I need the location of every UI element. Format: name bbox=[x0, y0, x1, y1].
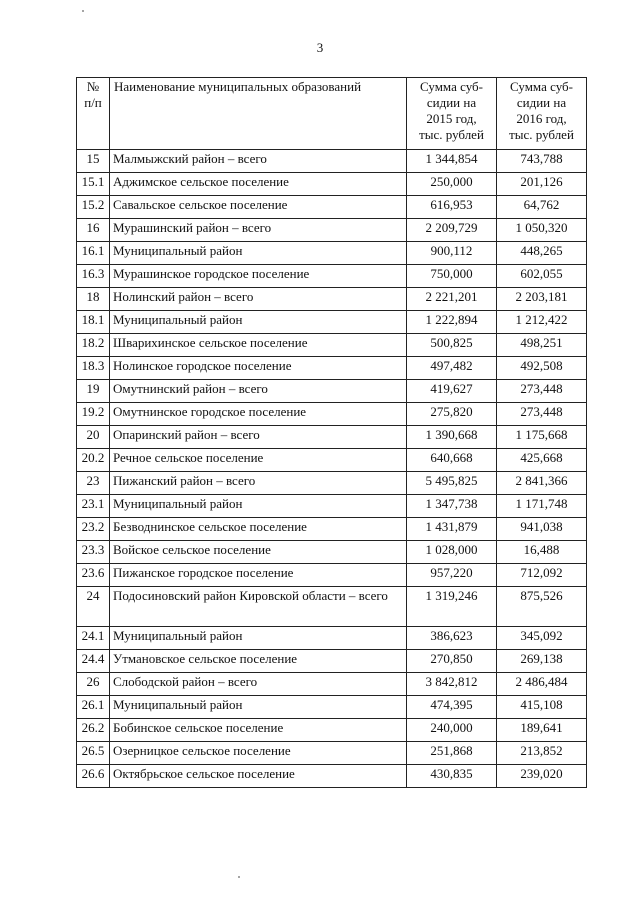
table-row bbox=[77, 265, 587, 288]
row-number-cell: 18 bbox=[77, 288, 110, 311]
table-row bbox=[77, 719, 587, 742]
table-row bbox=[77, 541, 587, 564]
municipality-name-cell: Малмыжский район – всего bbox=[110, 150, 407, 173]
sum-2015-cell: 1 344,854 bbox=[407, 150, 497, 173]
table-row bbox=[77, 173, 587, 196]
municipality-name-cell: Мурашинский район – всего bbox=[110, 219, 407, 242]
sum-2016-cell: 2 486,484 bbox=[497, 673, 587, 696]
sum-2015-cell: 419,627 bbox=[407, 380, 497, 403]
table-row bbox=[77, 696, 587, 719]
sum-2015-cell: 640,668 bbox=[407, 449, 497, 472]
municipality-name-cell: Омутнинский район – всего bbox=[110, 380, 407, 403]
table-row bbox=[77, 495, 587, 518]
sum-2015-cell: 240,000 bbox=[407, 719, 497, 742]
municipality-name-cell: Безводнинское сельское поселение bbox=[110, 518, 407, 541]
table-row bbox=[77, 742, 587, 765]
table-row bbox=[77, 472, 587, 495]
sum-2016-cell: 64,762 bbox=[497, 196, 587, 219]
row-number-cell: 19.2 bbox=[77, 403, 110, 426]
row-number-cell: 18.2 bbox=[77, 334, 110, 357]
sum-2015-cell: 1 319,246 bbox=[407, 587, 497, 627]
municipality-name-cell: Подосиновский район Кировской области – всего bbox=[110, 587, 407, 627]
page-number: 3 bbox=[316, 40, 324, 55]
municipality-name-cell: Муниципальный район bbox=[110, 242, 407, 265]
municipality-name-cell: Опаринский район – всего bbox=[110, 426, 407, 449]
municipality-name-cell: Пижанский район – всего bbox=[110, 472, 407, 495]
table-row bbox=[77, 150, 587, 173]
sum-2016-cell: 498,251 bbox=[497, 334, 587, 357]
row-number-cell: 20.2 bbox=[77, 449, 110, 472]
sum-2015-cell: 900,112 bbox=[407, 242, 497, 265]
sum-2015-cell: 1 390,668 bbox=[407, 426, 497, 449]
table-body bbox=[77, 150, 587, 788]
table-row bbox=[77, 673, 587, 696]
row-number-cell: 16.3 bbox=[77, 265, 110, 288]
municipality-name-cell: Муниципальный район bbox=[110, 696, 407, 719]
row-number-cell: 26.1 bbox=[77, 696, 110, 719]
municipality-name-cell: Озерницкое сельское поселение bbox=[110, 742, 407, 765]
row-number-cell: 26.5 bbox=[77, 742, 110, 765]
sum-2016-cell: 239,020 bbox=[497, 765, 587, 788]
table-header-row bbox=[77, 78, 587, 150]
table-row bbox=[77, 518, 587, 541]
sum-2015-cell: 750,000 bbox=[407, 265, 497, 288]
sum-2015-cell: 497,482 bbox=[407, 357, 497, 380]
sum-2016-cell: 602,055 bbox=[497, 265, 587, 288]
sum-2015-cell: 1 431,879 bbox=[407, 518, 497, 541]
sum-2015-cell: 500,825 bbox=[407, 334, 497, 357]
table-row bbox=[77, 242, 587, 265]
sum-2016-cell: 189,641 bbox=[497, 719, 587, 742]
sum-2016-cell: 273,448 bbox=[497, 403, 587, 426]
row-number-cell: 18.3 bbox=[77, 357, 110, 380]
table-row bbox=[77, 564, 587, 587]
scan-speck bbox=[238, 876, 240, 878]
municipality-name-cell: Нолинское городское поселение bbox=[110, 357, 407, 380]
sum-2015-cell: 1 222,894 bbox=[407, 311, 497, 334]
table-row bbox=[77, 357, 587, 380]
sum-2015-cell: 474,395 bbox=[407, 696, 497, 719]
sum-2015-cell: 1 028,000 bbox=[407, 541, 497, 564]
municipality-name-cell: Речное сельское поселение bbox=[110, 449, 407, 472]
sum-2015-cell: 616,953 bbox=[407, 196, 497, 219]
row-number-cell: 19 bbox=[77, 380, 110, 403]
sum-2016-cell: 2 841,366 bbox=[497, 472, 587, 495]
table-row bbox=[77, 196, 587, 219]
sum-2015-cell: 957,220 bbox=[407, 564, 497, 587]
sum-2016-cell: 1 175,668 bbox=[497, 426, 587, 449]
row-number-cell: 26.6 bbox=[77, 765, 110, 788]
row-number-cell: 23 bbox=[77, 472, 110, 495]
row-number-cell: 26 bbox=[77, 673, 110, 696]
municipality-name-cell: Мурашинское городское поселение bbox=[110, 265, 407, 288]
table-row bbox=[77, 650, 587, 673]
sum-2016-cell: 448,265 bbox=[497, 242, 587, 265]
row-number-cell: 18.1 bbox=[77, 311, 110, 334]
sum-2015-cell: 386,623 bbox=[407, 627, 497, 650]
header-sum-2016: Сумма суб- сидии на 2016 год, тыс. рублей bbox=[497, 78, 587, 150]
municipality-name-cell: Слободской район – всего bbox=[110, 673, 407, 696]
municipality-name-cell: Войское сельское поселение bbox=[110, 541, 407, 564]
sum-2015-cell: 430,835 bbox=[407, 765, 497, 788]
municipality-name-cell: Муниципальный район bbox=[110, 311, 407, 334]
table-row bbox=[77, 219, 587, 242]
sum-2016-cell: 269,138 bbox=[497, 650, 587, 673]
sum-2016-cell: 941,038 bbox=[497, 518, 587, 541]
table-row bbox=[77, 426, 587, 449]
sum-2016-cell: 425,668 bbox=[497, 449, 587, 472]
sum-2016-cell: 345,092 bbox=[497, 627, 587, 650]
row-number-cell: 15.1 bbox=[77, 173, 110, 196]
sum-2016-cell: 213,852 bbox=[497, 742, 587, 765]
row-number-cell: 15.2 bbox=[77, 196, 110, 219]
municipality-name-cell: Октябрьское сельское поселение bbox=[110, 765, 407, 788]
row-number-cell: 26.2 bbox=[77, 719, 110, 742]
sum-2015-cell: 3 842,812 bbox=[407, 673, 497, 696]
sum-2016-cell: 1 212,422 bbox=[497, 311, 587, 334]
header-sum-2015: Сумма суб- сидии на 2015 год, тыс. рублей bbox=[407, 78, 497, 150]
row-number-cell: 16 bbox=[77, 219, 110, 242]
sum-2015-cell: 2 221,201 bbox=[407, 288, 497, 311]
municipality-name-cell: Аджимское сельское поселение bbox=[110, 173, 407, 196]
header-municipality-name: Наименование муниципальных образований bbox=[110, 78, 407, 150]
header-number: № п/п bbox=[77, 78, 110, 150]
sum-2016-cell: 492,508 bbox=[497, 357, 587, 380]
table-row bbox=[77, 765, 587, 788]
sum-2015-cell: 250,000 bbox=[407, 173, 497, 196]
table-row bbox=[77, 449, 587, 472]
row-number-cell: 24 bbox=[77, 587, 110, 627]
scan-speck bbox=[82, 10, 84, 12]
municipality-name-cell: Шварихинское сельское поселение bbox=[110, 334, 407, 357]
municipality-name-cell: Савальское сельское поселение bbox=[110, 196, 407, 219]
row-number-cell: 23.1 bbox=[77, 495, 110, 518]
table-row bbox=[77, 403, 587, 426]
row-number-cell: 24.1 bbox=[77, 627, 110, 650]
sum-2016-cell: 712,092 bbox=[497, 564, 587, 587]
municipality-name-cell: Бобинское сельское поселение bbox=[110, 719, 407, 742]
sum-2015-cell: 275,820 bbox=[407, 403, 497, 426]
table-row bbox=[77, 627, 587, 650]
sum-2016-cell: 273,448 bbox=[497, 380, 587, 403]
sum-2015-cell: 270,850 bbox=[407, 650, 497, 673]
row-number-cell: 24.4 bbox=[77, 650, 110, 673]
subsidies-table bbox=[76, 77, 587, 788]
row-number-cell: 20 bbox=[77, 426, 110, 449]
table-row bbox=[77, 311, 587, 334]
table-row bbox=[77, 288, 587, 311]
municipality-name-cell: Муниципальный район bbox=[110, 495, 407, 518]
municipality-name-cell: Нолинский район – всего bbox=[110, 288, 407, 311]
table-row bbox=[77, 380, 587, 403]
sum-2015-cell: 5 495,825 bbox=[407, 472, 497, 495]
sum-2015-cell: 1 347,738 bbox=[407, 495, 497, 518]
municipality-name-cell: Муниципальный район bbox=[110, 627, 407, 650]
row-number-cell: 15 bbox=[77, 150, 110, 173]
sum-2016-cell: 16,488 bbox=[497, 541, 587, 564]
sum-2016-cell: 415,108 bbox=[497, 696, 587, 719]
sum-2015-cell: 251,868 bbox=[407, 742, 497, 765]
row-number-cell: 23.3 bbox=[77, 541, 110, 564]
row-number-cell: 23.6 bbox=[77, 564, 110, 587]
row-number-cell: 16.1 bbox=[77, 242, 110, 265]
sum-2016-cell: 1 171,748 bbox=[497, 495, 587, 518]
sum-2016-cell: 201,126 bbox=[497, 173, 587, 196]
municipality-name-cell: Омутнинское городское поселение bbox=[110, 403, 407, 426]
row-number-cell: 23.2 bbox=[77, 518, 110, 541]
sum-2016-cell: 2 203,181 bbox=[497, 288, 587, 311]
sum-2015-cell: 2 209,729 bbox=[407, 219, 497, 242]
sum-2016-cell: 743,788 bbox=[497, 150, 587, 173]
sum-2016-cell: 1 050,320 bbox=[497, 219, 587, 242]
table-row bbox=[77, 587, 587, 627]
sum-2016-cell: 875,526 bbox=[497, 587, 587, 627]
table-row bbox=[77, 334, 587, 357]
municipality-name-cell: Пижанское городское поселение bbox=[110, 564, 407, 587]
municipality-name-cell: Утмановское сельское поселение bbox=[110, 650, 407, 673]
